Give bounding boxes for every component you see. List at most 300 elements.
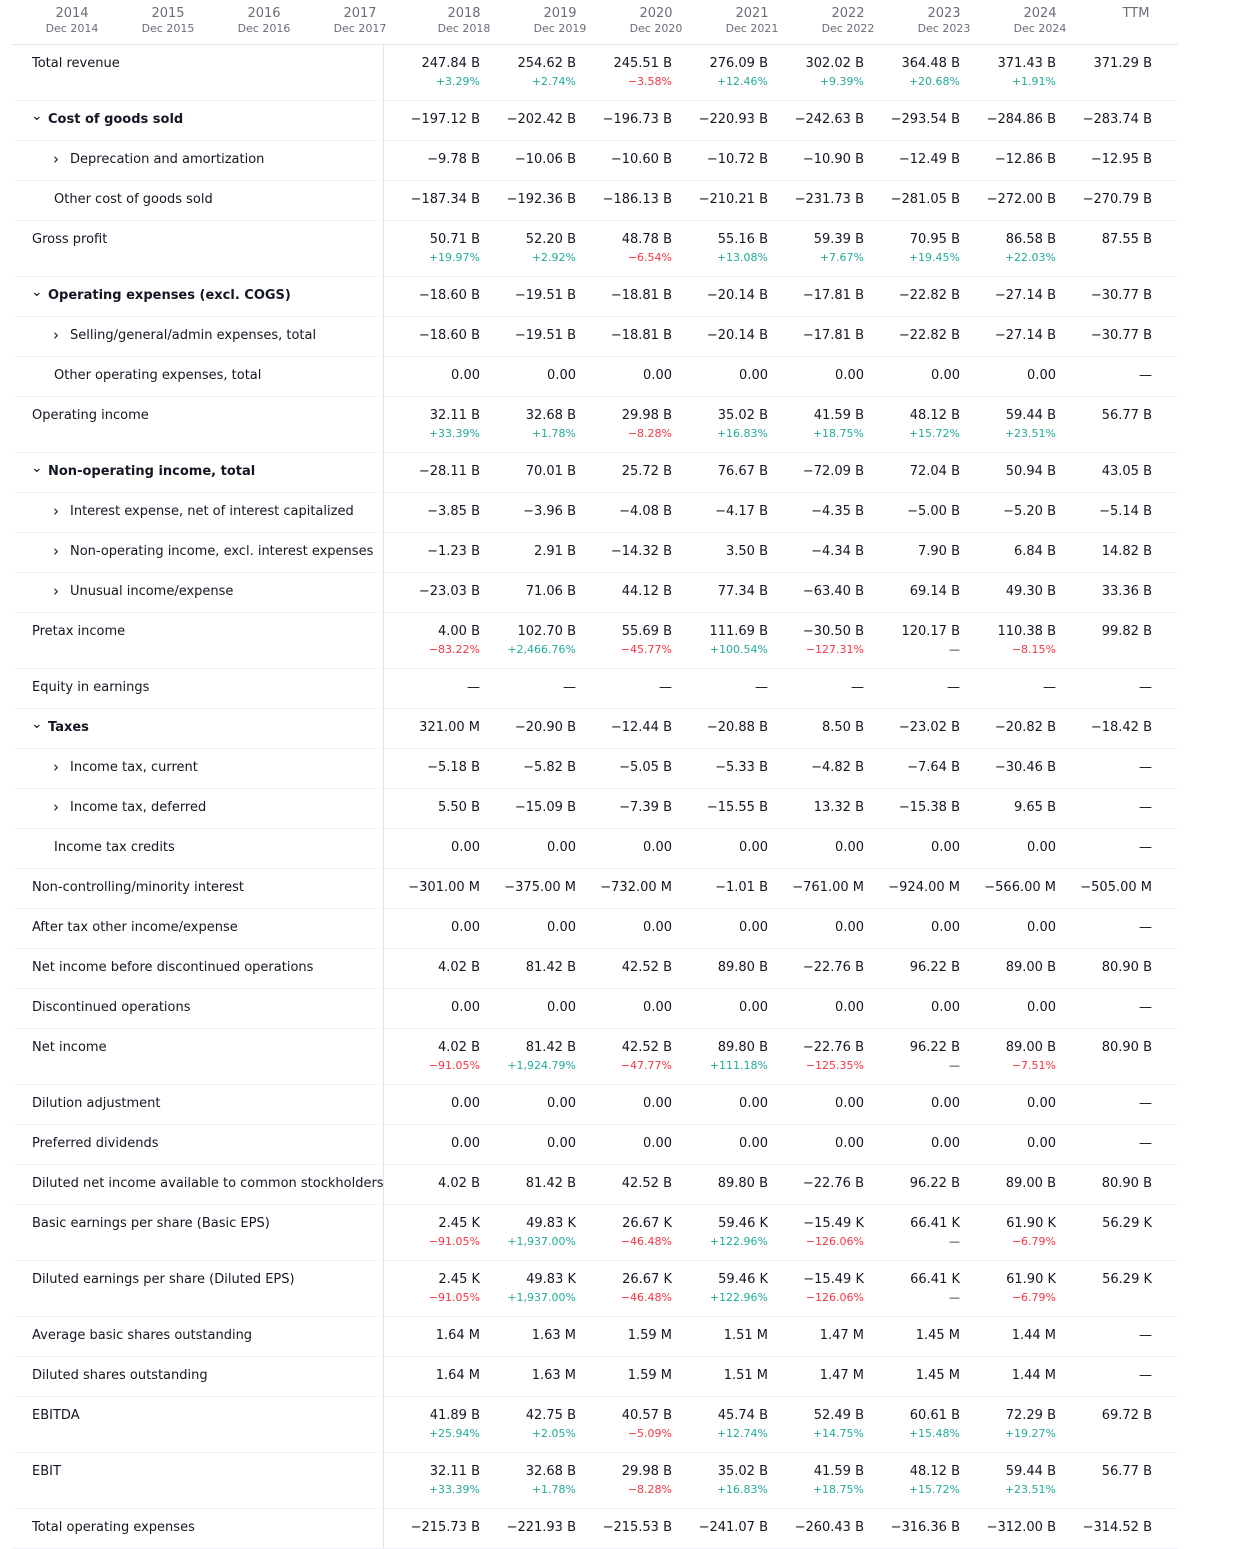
table-cell [776,1509,872,1548]
cell-value: — [1139,1328,1152,1343]
chevron-down-icon[interactable]: ⌄ [31,108,43,124]
cell-value: — [1139,680,1152,695]
cell-value: 80.90 B [1101,1040,1152,1055]
row-label-text: Non-controlling/minority interest [32,880,244,895]
cell-value: 0.00 [451,1096,480,1111]
table-cell [776,789,872,828]
cell-value: −18.60 B [418,288,480,303]
table-cell [392,573,488,612]
row-label[interactable] [12,453,384,492]
cell-value: −4.08 B [619,504,672,519]
cell-value: 61.90 K [1006,1272,1056,1287]
cell-value: 35.02 B [717,1464,768,1479]
chevron-right-icon[interactable]: › [53,326,59,344]
table-cell [680,949,776,988]
cell-value: 35.02 B [717,408,768,423]
table-row[interactable] [12,141,1178,181]
table-row[interactable] [12,533,1178,573]
table-cell [392,749,488,788]
table-cell [872,573,968,612]
row-label-text: Discontinued operations [32,1000,191,1015]
cell-value: 41.89 B [429,1408,480,1423]
table-row[interactable] [12,317,1178,357]
row-label-text: Non-operating income, excl. interest expenses [70,544,374,559]
row-label[interactable] [12,789,384,828]
table-cell [1064,1165,1160,1204]
chevron-right-icon[interactable]: › [53,150,59,168]
cell-change: −83.22% [428,643,480,656]
table-cell [872,709,968,748]
table-cell [584,669,680,708]
table-cell [872,1085,968,1124]
column-date: Dec 2016 [237,22,291,35]
table-cell [488,1317,584,1356]
table-cell [776,277,872,316]
cell-change: — [949,643,960,656]
table-cell [872,613,968,668]
cell-value: 89.00 B [1005,1176,1056,1191]
cell-change: +19.45% [908,251,960,264]
table-cell [872,357,968,396]
cell-value: 0.00 [643,368,672,383]
table-cell [776,709,872,748]
row-label [12,45,384,100]
cell-value: 59.46 K [718,1272,768,1287]
table-row[interactable] [12,749,1178,789]
cell-change: +12.46% [716,75,768,88]
cell-value: 1.64 M [435,1328,480,1343]
table-cell [488,1205,584,1260]
cell-value: −22.76 B [802,1176,864,1191]
row-label-text: Dilution adjustment [32,1096,161,1111]
table-cell [872,221,968,276]
cell-value: 6.84 B [1014,544,1056,559]
cell-value: −22.76 B [802,960,864,975]
cell-value: −18.81 B [610,288,672,303]
chevron-right-icon[interactable]: › [53,502,59,520]
cell-value: 50.94 B [1005,464,1056,479]
row-label [12,221,384,276]
cell-value: 0.00 [1027,1136,1056,1151]
table-cell [488,397,584,452]
table-cell [680,749,776,788]
table-cell [872,1029,968,1084]
table-cell [776,1205,872,1260]
cell-change: +25.94% [428,1427,480,1440]
table-cell [680,669,776,708]
cell-value: 45.74 B [717,1408,768,1423]
table-cell [680,317,776,356]
cell-value: 5.50 B [438,800,480,815]
cell-value: 276.09 B [709,56,768,71]
cell-value: — [1139,368,1152,383]
table-cell [680,789,776,828]
chevron-down-icon[interactable]: ⌄ [31,284,43,300]
cell-value: 29.98 B [621,408,672,423]
cell-change: −8.28% [627,427,672,440]
table-cell [584,1029,680,1084]
cell-value: 0.00 [931,1136,960,1151]
cell-value: 371.43 B [997,56,1056,71]
cell-value: 56.77 B [1101,1464,1152,1479]
row-label [12,397,384,452]
table-cell [872,949,968,988]
column-date: Dec 2022 [821,22,875,35]
cell-value: 0.00 [451,1000,480,1015]
cell-change: −45.77% [620,643,672,656]
cell-value: 32.11 B [429,1464,480,1479]
cell-value: 111.69 B [709,624,768,639]
row-label-text: Selling/general/admin expenses, total [70,328,317,343]
cell-value: 371.29 B [1093,56,1152,71]
cell-value: 40.57 B [621,1408,672,1423]
cell-value: −20.14 B [706,288,768,303]
cell-value: 247.84 B [421,56,480,71]
cell-value: 89.80 B [717,960,768,975]
row-label-text: Cost of goods sold [48,112,184,127]
cell-value: 0.00 [739,920,768,935]
table-cell [488,669,584,708]
table-cell [392,949,488,988]
cell-value: 0.00 [547,1000,576,1015]
column-year: TTM [1122,6,1150,21]
table-row[interactable] [12,493,1178,533]
column-header-2023 [896,0,992,44]
table-cell [488,45,584,100]
cell-change: −8.28% [627,1483,672,1496]
table-cell [776,101,872,140]
table-cell [392,493,488,532]
cell-value: −215.73 B [410,1520,480,1535]
cell-value: 99.82 B [1101,624,1152,639]
table-cell [488,1085,584,1124]
table-row [12,397,1178,453]
cell-value: 0.00 [739,840,768,855]
table-cell [680,1317,776,1356]
row-label[interactable] [12,101,384,140]
table-cell [584,277,680,316]
row-label[interactable] [12,141,384,180]
table-cell [392,669,488,708]
cell-value: −241.07 B [698,1520,768,1535]
row-label-text: Diluted earnings per share (Diluted EPS) [32,1272,295,1287]
table-cell [584,829,680,868]
cell-value: −566.00 M [984,880,1056,895]
cell-change: −91.05% [428,1059,480,1072]
table-cell [680,45,776,100]
cell-value: 1.51 M [723,1368,768,1383]
cell-value: −186.13 B [602,192,672,207]
table-cell [968,357,1064,396]
cell-value: −7.64 B [907,760,960,775]
cell-value: — [659,680,672,695]
table-cell [680,573,776,612]
table-cell [872,493,968,532]
cell-value: 42.75 B [525,1408,576,1423]
table-cell [1064,1085,1160,1124]
table-cell [392,1317,488,1356]
cell-value: 0.00 [451,920,480,935]
table-cell [680,1357,776,1396]
table-cell [776,1029,872,1084]
cell-value: 66.41 K [910,1216,960,1231]
table-cell [1064,1453,1160,1508]
table-cell [392,989,488,1028]
chevron-right-icon[interactable]: › [53,798,59,816]
cell-value: −3.85 B [427,504,480,519]
row-label-text: After tax other income/expense [32,920,238,935]
table-cell [1064,1317,1160,1356]
cell-value: 32.68 B [525,408,576,423]
table-cell [584,221,680,276]
cell-value: 0.00 [547,1096,576,1111]
table-cell [776,989,872,1028]
cell-value: −15.49 K [803,1216,864,1231]
table-cell [488,141,584,180]
table-cell [584,869,680,908]
chevron-down-icon[interactable]: ⌄ [31,460,43,476]
cell-value: 0.00 [451,840,480,855]
cell-value: −316.36 B [890,1520,960,1535]
cell-change: +18.75% [812,1483,864,1496]
row-label-text: Basic earnings per share (Basic EPS) [32,1216,270,1231]
row-label [12,1261,384,1316]
table-row[interactable] [12,789,1178,829]
table-cell [776,1261,872,1316]
cell-change: +100.54% [709,643,768,656]
cell-value: 0.00 [1027,368,1056,383]
column-year: 2024 [1023,6,1057,21]
column-date: Dec 2017 [333,22,387,35]
table-cell [968,141,1064,180]
cell-value: 71.06 B [525,584,576,599]
table-row[interactable] [12,709,1178,749]
cell-change: — [949,1059,960,1072]
cell-value: −22.82 B [898,288,960,303]
table-cell [968,1397,1064,1452]
table-cell [776,669,872,708]
cell-value: −30.77 B [1090,288,1152,303]
cell-value: — [851,680,864,695]
cell-value: 4.02 B [438,1040,480,1055]
cell-value: — [1139,760,1152,775]
table-cell [584,141,680,180]
cell-value: −19.51 B [514,328,576,343]
income-statement-table [12,0,1178,1549]
cell-value: −4.34 B [811,544,864,559]
table-cell [776,949,872,988]
row-label [12,613,384,668]
cell-value: 1.63 M [531,1328,576,1343]
table-cell [392,1205,488,1260]
table-cell [968,1357,1064,1396]
row-label[interactable] [12,277,384,316]
cell-value: 0.00 [451,368,480,383]
column-header-2019 [512,0,608,44]
table-cell [680,613,776,668]
cell-change: −6.79% [1011,1291,1056,1304]
row-label-text: Pretax income [32,624,126,639]
chevron-right-icon[interactable]: › [53,542,59,560]
column-date: Dec 2015 [141,22,195,35]
row-label-text: Taxes [48,720,89,735]
cell-value: 76.67 B [717,464,768,479]
cell-value: 1.63 M [531,1368,576,1383]
table-cell [584,789,680,828]
table-cell [872,141,968,180]
row-label[interactable] [12,749,384,788]
cell-value: 55.69 B [621,624,672,639]
table-cell [680,277,776,316]
column-year: 2016 [247,6,281,21]
table-cell [488,709,584,748]
table-cell [872,181,968,220]
column-header-2015 [120,0,216,44]
table-cell [776,1397,872,1452]
cell-value: 0.00 [547,368,576,383]
row-label [12,949,384,988]
cell-value: 0.00 [1027,840,1056,855]
cell-change: −46.48% [620,1235,672,1248]
table-row [12,1397,1178,1453]
table-cell [392,1453,488,1508]
cell-value: 0.00 [739,1000,768,1015]
table-cell [488,1165,584,1204]
cell-value: 96.22 B [909,960,960,975]
row-label-text: Average basic shares outstanding [32,1328,253,1343]
table-cell [968,1029,1064,1084]
column-year: 2015 [151,6,185,21]
cell-value: −20.82 B [994,720,1056,735]
table-cell [968,1261,1064,1316]
cell-value: 0.00 [643,1096,672,1111]
cell-value: 1.64 M [435,1368,480,1383]
cell-value: 254.62 B [517,56,576,71]
table-cell [584,357,680,396]
cell-value: 80.90 B [1101,1176,1152,1191]
table-cell [392,909,488,948]
table-cell [776,181,872,220]
table-cell [1064,45,1160,100]
cell-value: 77.34 B [717,584,768,599]
table-cell [1064,909,1160,948]
row-label-text: Deprecation and amortization [70,152,265,167]
table-cell [392,1397,488,1452]
row-label-text: EBIT [32,1464,61,1479]
cell-value: −284.86 B [986,112,1056,127]
table-cell [872,1509,968,1548]
table-cell [872,397,968,452]
chevron-right-icon[interactable]: › [53,582,59,600]
cell-value: 0.00 [931,1000,960,1015]
row-label[interactable] [12,317,384,356]
cell-value: 48.12 B [909,408,960,423]
cell-value: 0.00 [739,368,768,383]
row-label[interactable] [12,493,384,532]
cell-value: 0.00 [547,840,576,855]
table-cell [680,909,776,948]
cell-value: −30.77 B [1090,328,1152,343]
cell-change: +23.51% [1004,1483,1056,1496]
row-label-text: Equity in earnings [32,680,150,695]
table-row[interactable] [12,573,1178,613]
cell-value: 69.72 B [1101,1408,1152,1423]
row-label [12,1165,384,1204]
table-cell [968,909,1064,948]
table-cell [488,493,584,532]
cell-change: −7.51% [1011,1059,1056,1072]
table-cell [872,101,968,140]
cell-value: 43.05 B [1101,464,1152,479]
table-row[interactable] [12,101,1178,141]
cell-value: 59.39 B [813,232,864,247]
table-cell [872,989,968,1028]
table-cell [392,1165,488,1204]
cell-value: 4.02 B [438,960,480,975]
cell-value: 70.95 B [909,232,960,247]
table-cell [1064,613,1160,668]
cell-value: −221.93 B [506,1520,576,1535]
cell-change: −126.06% [805,1235,864,1248]
table-cell [680,221,776,276]
table-cell [488,533,584,572]
table-cell [968,669,1064,708]
cell-change: +33.39% [428,1483,480,1496]
cell-value: 60.61 B [909,1408,960,1423]
table-cell [776,221,872,276]
cell-value: — [563,680,576,695]
table-row [12,1029,1178,1085]
cell-value: −5.18 B [427,760,480,775]
cell-change: — [949,1291,960,1304]
row-label-text: Income tax credits [54,840,175,855]
table-cell [584,1085,680,1124]
table-cell [968,493,1064,532]
row-label-text: Diluted shares outstanding [32,1368,208,1383]
table-cell [776,453,872,492]
table-cell [968,453,1064,492]
chevron-down-icon[interactable]: ⌄ [31,716,43,732]
cell-value: 0.00 [1027,920,1056,935]
cell-value: −20.14 B [706,328,768,343]
chevron-right-icon[interactable]: › [53,758,59,776]
cell-value: 32.11 B [429,408,480,423]
table-cell [584,397,680,452]
row-label[interactable] [12,533,384,572]
cell-change: +111.18% [709,1059,768,1072]
table-cell [776,45,872,100]
cell-value: −19.51 B [514,288,576,303]
table-cell [488,949,584,988]
row-label[interactable] [12,573,384,612]
table-cell [872,1317,968,1356]
column-date: Dec 2024 [1013,22,1067,35]
column-year: 2022 [831,6,865,21]
table-cell [680,1029,776,1084]
table-cell [680,453,776,492]
cell-value: −5.05 B [619,760,672,775]
table-row[interactable] [12,277,1178,317]
cell-change: −91.05% [428,1291,480,1304]
table-cell [968,1165,1064,1204]
table-cell [680,1509,776,1548]
row-label[interactable] [12,709,384,748]
table-row[interactable] [12,453,1178,493]
cell-value: 69.14 B [909,584,960,599]
table-cell [584,1261,680,1316]
cell-value: 25.72 B [621,464,672,479]
cell-value: −23.02 B [898,720,960,735]
